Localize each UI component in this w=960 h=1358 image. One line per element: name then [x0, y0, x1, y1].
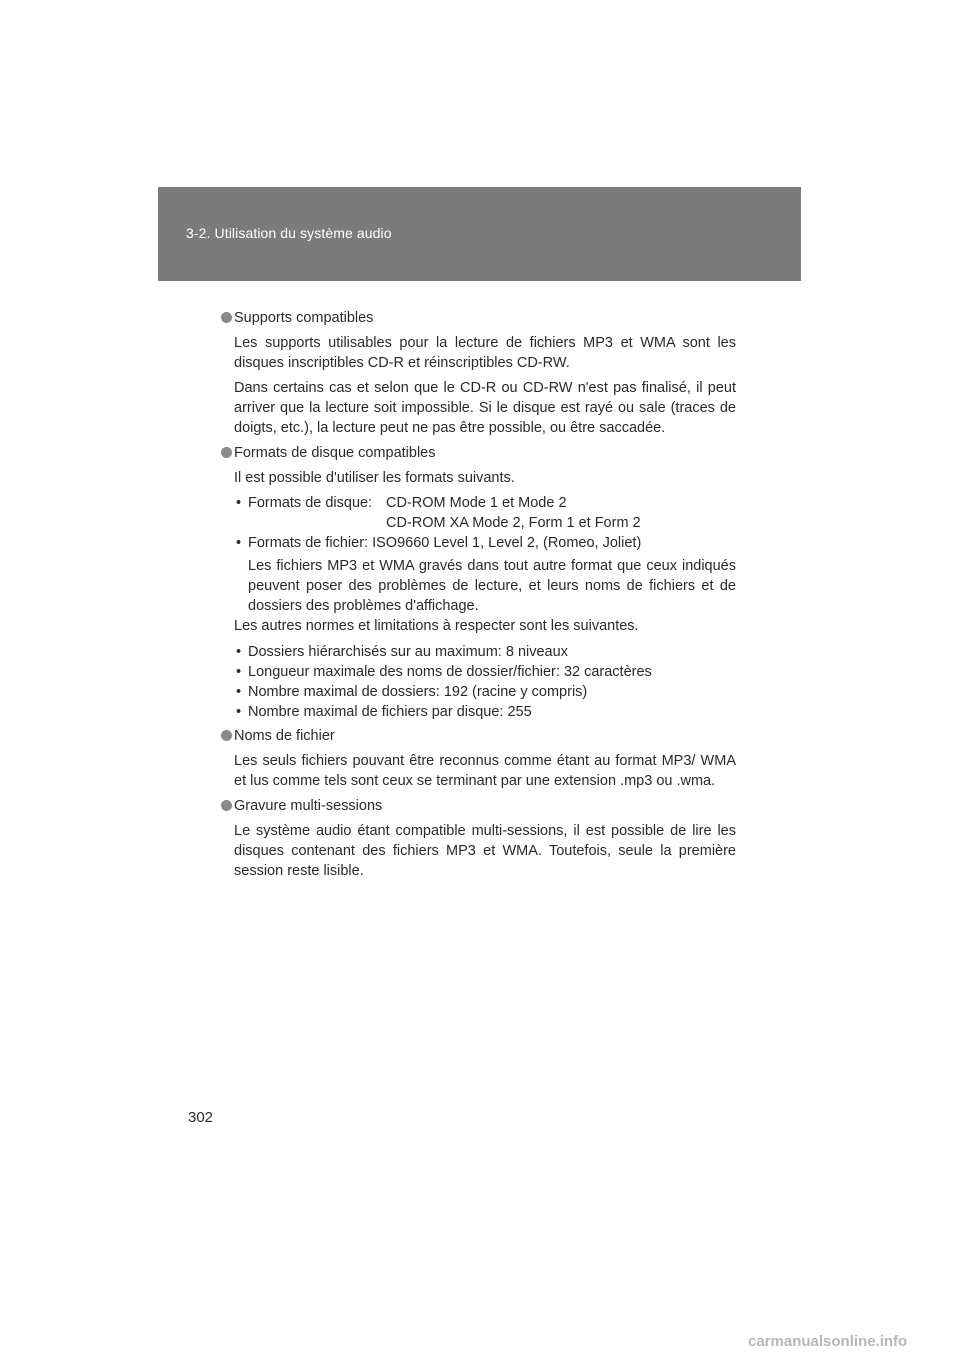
- section-heading: Noms de fichier: [222, 726, 736, 746]
- section-formats: [222, 443, 736, 722]
- disk-format-value: CD-ROM Mode 1 et Mode 2: [386, 495, 567, 511]
- list-item: • Longueur maximale des noms de dossier/fichier: 32 caractères: [236, 664, 652, 680]
- list-bullet-icon: •: [236, 495, 242, 511]
- list-bullet-icon: •: [236, 535, 242, 551]
- watermark: carmanualsonline.info: [748, 1333, 908, 1350]
- paragraph: Les supports utilisables pour la lecture de fichiers MP3 et WMA sont les disques inscriptibles CD-R et réinscriptibles CD-RW.: [234, 335, 736, 371]
- limits-list: [222, 642, 736, 722]
- paragraph: Les autres normes et limitations à respecter sont les suivantes.: [234, 618, 639, 634]
- bullet-circle-icon: [221, 800, 232, 811]
- section-heading: Supports compatibles: [222, 308, 736, 328]
- format-note: Les fichiers MP3 et WMA gravés dans tout autre format que ceux indiqués peuvent poser des problèmes de lecture, et leurs noms de fichiers et de dossiers des problèmes d'affichage.: [248, 558, 736, 614]
- format-list: [222, 493, 736, 553]
- file-format-label: Formats de fichier: ISO9660 Level 1, Level 2, (Romeo, Joliet): [248, 535, 642, 551]
- section-supports: [222, 308, 736, 438]
- list-bullet-icon: •: [236, 644, 242, 660]
- section-heading: Formats de disque compatibles: [222, 443, 736, 463]
- paragraph: Il est possible d'utiliser les formats suivants.: [234, 470, 515, 486]
- page-content: [222, 308, 736, 886]
- disk-format-value: CD-ROM XA Mode 2, Form 1 et Form 2: [386, 515, 641, 531]
- bullet-circle-icon: [221, 447, 232, 458]
- list-item: • Nombre maximal de dossiers: 192 (racine y compris): [236, 684, 588, 700]
- disk-format-label: Formats de disque:: [248, 495, 373, 511]
- paragraph: Les seuls fichiers pouvant être reconnus comme étant au format MP3/ WMA et lus comme tels sont ceux se terminant par une extension .mp3 ou .wma.: [234, 753, 736, 789]
- list-bullet-icon: •: [236, 704, 242, 720]
- section-heading: Gravure multi-sessions: [222, 796, 736, 816]
- section-header-band: [158, 187, 801, 281]
- list-item: [234, 493, 736, 533]
- section-multisession: [222, 796, 736, 881]
- list-bullet-icon: •: [236, 684, 242, 700]
- section-filenames: [222, 726, 736, 791]
- section-title: 3-2. Utilisation du système audio: [186, 225, 392, 241]
- paragraph: Le système audio étant compatible multi-sessions, il est possible de lire les disques contenant des fichiers MP3 et WMA. Toutefois, seule la première session reste lisible.: [234, 823, 736, 879]
- paragraph: Dans certains cas et selon que le CD-R ou CD-RW n'est pas finalisé, il peut arriver que la lecture soit impossible. Si le disque est rayé ou sale (traces de doigts, etc.), la lecture peut ne pas être possible, ou être saccadée.: [234, 380, 736, 436]
- list-item: • Nombre maximal de fichiers par disque: 255: [236, 704, 532, 720]
- list-bullet-icon: •: [236, 664, 242, 680]
- bullet-circle-icon: [221, 312, 232, 323]
- list-item: [234, 533, 736, 553]
- page-number: 302: [188, 1109, 214, 1126]
- bullet-circle-icon: [221, 730, 232, 741]
- list-item: • Dossiers hiérarchisés sur au maximum: 8 niveaux: [236, 644, 568, 660]
